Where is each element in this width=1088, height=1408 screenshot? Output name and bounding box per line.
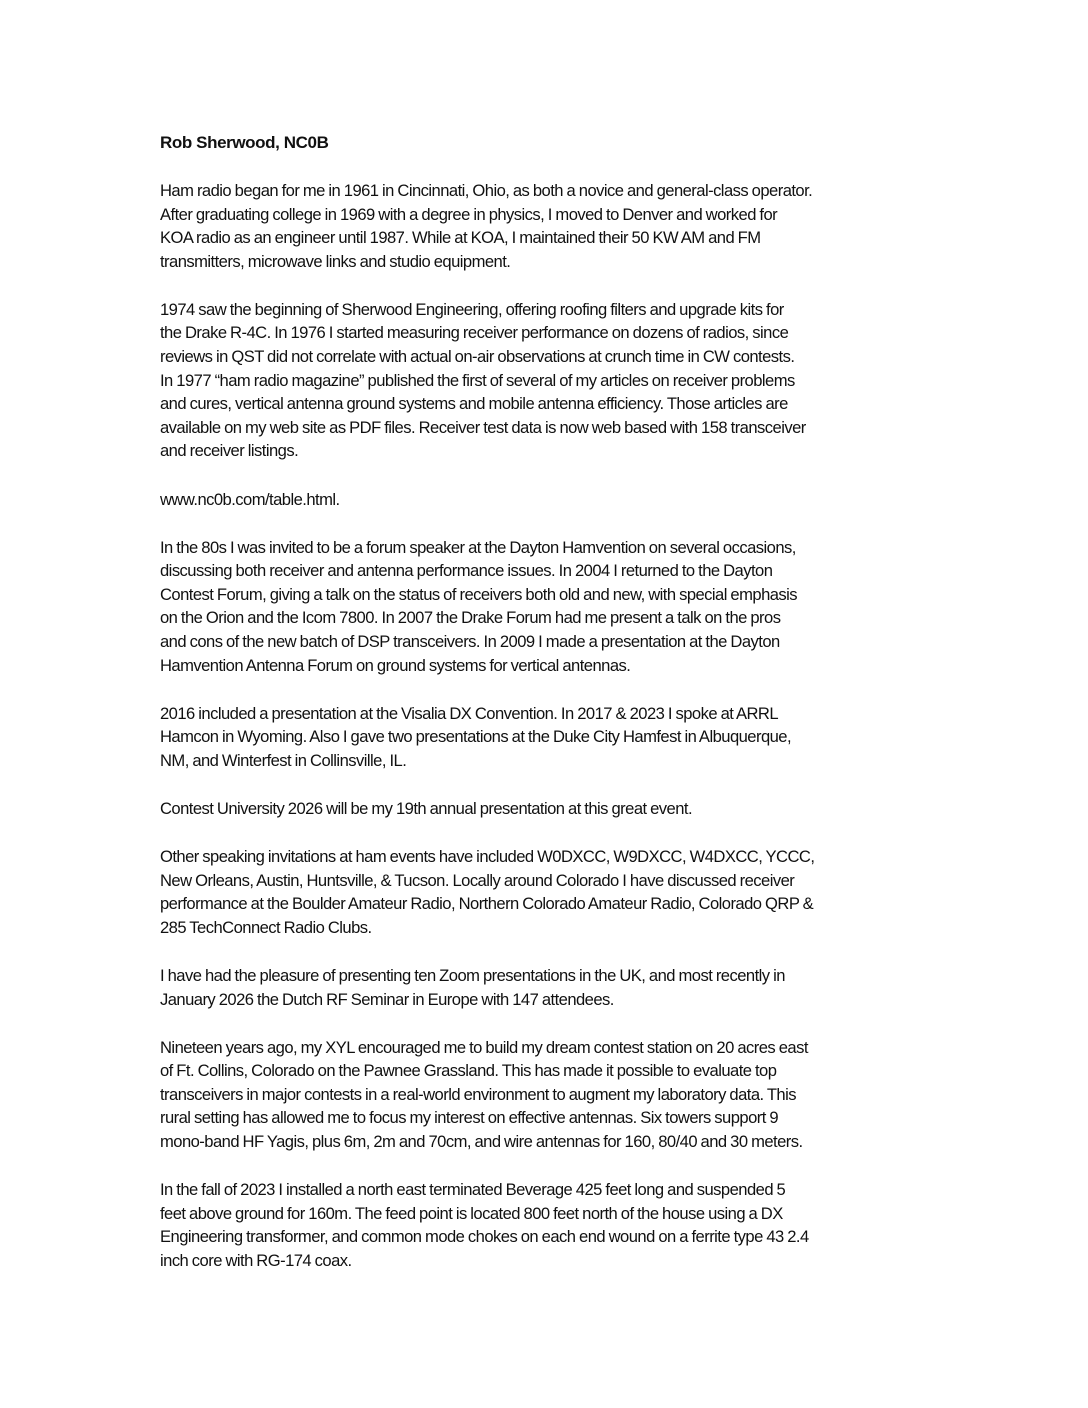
paragraph-zoom-presentations [160,964,960,1011]
text-line: Other speaking invitations at ham events have included W0DXCC, W9DXCC, W4DXCC, YCCC, [160,847,815,867]
text-line: inch core with RG-174 coax. [160,1250,352,1270]
document-title: Rob Sherwood, NC0B [160,133,329,152]
text-line: 2016 included a presentation at the Visalia DX Convention. In 2017 & 2023 I spoke at ARRL [160,703,779,723]
text-line: New Orleans, Austin, Huntsville, & Tucson. Locally around Colorado I have discussed receiver [160,870,795,890]
text-line: and receiver listings. [160,441,299,461]
website-url-link[interactable]: www.nc0b.com/table.html. [160,489,340,509]
text-line: on the Orion and the Icom 7800. In 2007 the Drake Forum had me present a talk on the pros [160,608,781,628]
text-line: After graduating college in 1969 with a degree in physics, I moved to Denver and worked for [160,204,778,224]
paragraph-contest-station [160,1036,960,1154]
text-line: In the 80s I was invited to be a forum speaker at the Dayton Hamvention on several occasions, [160,537,796,557]
text-line: Contest University 2026 will be my 19th annual presentation at this great event. [160,798,693,818]
text-line: KOA radio as an engineer until 1987. While at KOA, I maintained their 50 KW AM and FM [160,228,761,248]
text-line: transmitters, microwave links and studio equipment. [160,251,511,271]
text-line: January 2026 the Dutch RF Seminar in Europe with 147 attendees. [160,989,614,1009]
text-line: Engineering transformer, and common mode chokes on each end wound on a ferrite type 43 2.4 [160,1227,809,1247]
paragraph-sherwood-engineering [160,298,960,463]
text-line: In 1977 “ham radio magazine” published the first of several of my articles on receiver problems [160,370,795,390]
text-line: performance at the Boulder Amateur Radio, Northern Colorado Amateur Radio, Colorado QRP & [160,894,814,914]
paragraph-dayton-forums [160,536,960,678]
text-line: discussing both receiver and antenna performance issues. In 2004 I returned to the Dayton [160,561,773,581]
text-line: feet above ground for 160m. The feed point is located 800 feet north of the house using a DX [160,1203,783,1223]
text-line: NM, and Winterfest in Collinsville, IL. [160,750,407,770]
text-line: In the fall of 2023 I installed a north east terminated Beverage 425 feet long and suspended 5 [160,1180,786,1200]
paragraph-conventions [160,702,960,773]
text-line: and cures, vertical antenna ground systems and mobile antenna efficiency. Those articles are [160,394,788,414]
text-line: Ham radio began for me in 1961 in Cincinnati, Ohio, as both a novice and general-class operator. [160,181,813,200]
text-line: Nineteen years ago, my XYL encouraged me to build my dream contest station on 20 acres east [160,1037,808,1057]
text-line: 1974 saw the beginning of Sherwood Engineering, offering roofing filters and upgrade kits for [160,299,784,319]
text-line: Hamcon in Wyoming. Also I gave two presentations at the Duke City Hamfest in Albuquerque, [160,727,792,747]
text-line: transceivers in major contests in a real-world environment to augment my laboratory data. This [160,1084,796,1104]
text-line: of Ft. Collins, Colorado on the Pawnee Grassland. This has made it possible to evaluate top [160,1061,777,1081]
text-line: rural setting has allowed me to focus my interest on effective antennas. Six towers support 9 [160,1108,779,1128]
text-line: reviews in QST did not correlate with actual on-air observations at crunch time in CW contests. [160,347,795,367]
paragraph-speaking-invitations [160,845,960,939]
text-line: Contest Forum, giving a talk on the status of receivers both old and new, with special emphasis [160,584,798,604]
paragraph-beverage-antenna [160,1178,960,1272]
text-line: available on my web site as PDF files. Receiver test data is now web based with 158 transceiver [160,417,806,437]
text-line: 285 TechConnect Radio Clubs. [160,917,372,937]
text-line: I have had the pleasure of presenting ten Zoom presentations in the UK, and most recently in [160,965,785,985]
text-line: Hamvention Antenna Forum on ground systems for vertical antennas. [160,655,631,675]
text-line: mono-band HF Yagis, plus 6m, 2m and 70cm, and wire antennas for 160, 80/40 and 30 meters. [160,1132,803,1151]
document-page [160,131,960,1297]
text-line: and cons of the new batch of DSP transceivers. In 2009 I made a presentation at the Dayton [160,632,780,651]
paragraph-website-link [160,488,960,512]
paragraph-contest-university [160,797,960,821]
paragraph-early-career [160,179,960,273]
text-line: the Drake R-4C. In 1976 I started measuring receiver performance on dozens of radios, since [160,323,789,343]
